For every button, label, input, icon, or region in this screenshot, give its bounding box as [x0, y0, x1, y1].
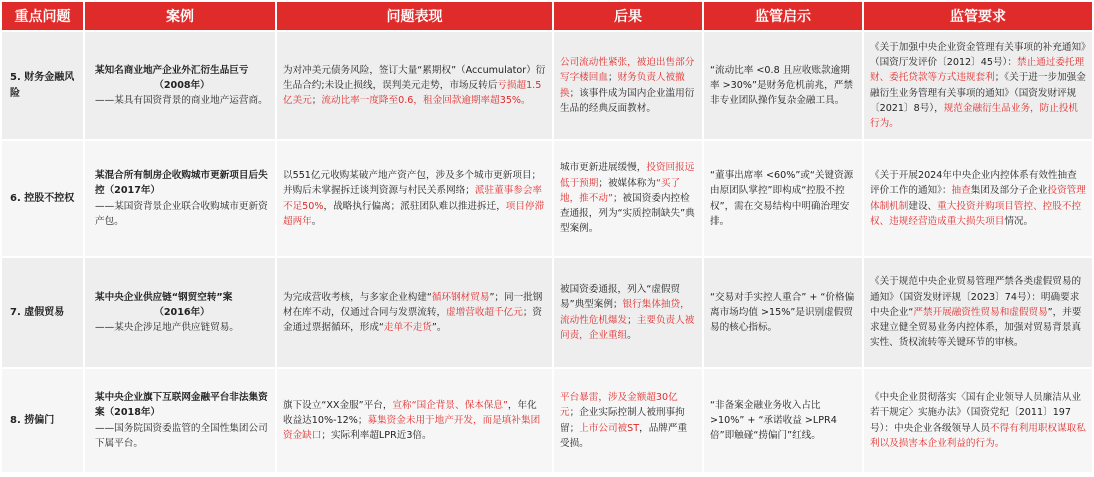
body-text: ，战略执行偏离；派驻团队难以推进拆迁，: [323, 200, 506, 212]
insight-cell: “非备案金融业务收入占比 >10%” + “承诺收益 >LPR4倍”即触碰“捞偏门”红线。: [704, 369, 862, 472]
body-text: 未设止损线，误判美元走势，市场反转后: [324, 79, 498, 91]
issue-cell: 5. 财务金融风险: [2, 32, 83, 139]
case-year: （2016年）: [154, 306, 210, 318]
highlight-text: 主要负责人被问责，企业重组: [560, 314, 695, 341]
highlight-text: 募集资金未用于地产开发，而是填补集团资金缺口: [283, 414, 541, 442]
body-text: ；企业实际控制人被刑事拘留；: [560, 407, 685, 434]
case-cell: [85, 141, 275, 256]
requirement-cell: [864, 258, 1092, 367]
highlight-text: 上市公司被ST: [579, 422, 640, 434]
highlight-text: 项目停滞超两年: [283, 200, 545, 227]
body-text: 《关于加强中央企业资金管理有关事项的补充通知》（国资厅发评价〔2012〕45号）：: [870, 41, 1086, 69]
requirement-cell: [864, 32, 1092, 139]
consequence-cell: [554, 141, 702, 256]
body-text: 为完成营收考核，与多家企业构建“: [283, 291, 432, 303]
case-title: 某知名商业地产企业外汇衍生品巨亏: [95, 64, 249, 76]
body-text: ；: [627, 314, 637, 326]
problem-cell: [277, 32, 552, 139]
body-text: ；《关于进一步加强金融衍生业务管理有关事项的通知》（国资发财评规〔2021〕8号），: [870, 72, 1086, 114]
body-text: ”；同一批钢材在库不动，仅通过合同与发票流转，: [283, 291, 543, 318]
highlight-text: 流动比率一度降至0.6，租金回款逾期率超35%。: [321, 95, 531, 107]
case-desc: ——国务院国资委监管的全国性集团公司下属平台。: [95, 422, 268, 449]
highlight-text: 宣称“国企背景、保本保息”: [392, 399, 508, 411]
highlight-text: 派驻董事参会率不足50%: [283, 185, 543, 212]
problem-cell: [277, 141, 552, 256]
highlight-text: 不得有利用职权谋取私利以及损害本企业利益的行为。: [870, 422, 1086, 449]
body-text: ；被媒体称为: [598, 177, 656, 189]
body-text: ，品牌严重受损。: [560, 422, 688, 449]
body-text: ”，并要求建立健全贸易业务内控体系，加强对贸易背景真实性、货权流转等关键环节的审核。: [870, 306, 1082, 349]
case-title: 某混合所有制房企收购城市更新项目后失控（2017年）: [95, 170, 268, 197]
insight-cell: “董事出席率 <60%”或“关键资源由原团队掌控”即构成“控股不控权”，需在交易结构中明确治理安排。: [704, 141, 862, 256]
case-cell: [85, 32, 275, 139]
body-text: 。: [627, 329, 637, 341]
highlight-text: 投资管理体制机制: [870, 185, 1086, 212]
header-requirement: 监管要求: [864, 2, 1092, 30]
header-issue: 重点问题: [2, 2, 83, 30]
body-text: 以551亿元收购某破产地产资产包，涉及多个城市更新项目；并购后未掌握拆迁谈判资源与村民关系网络；: [283, 170, 542, 197]
consequence-cell: [554, 258, 702, 367]
case-title: 某中央企业供应链“钢贸空转”案: [95, 291, 233, 303]
body-text: 《关于开展2024年中央企业内控体系有效性抽查评价工作的通知》：: [870, 170, 1077, 197]
body-text: 《关于规范中央企业贸易管理严禁各类虚假贸易的通知》（国资发财评规〔2023〕74号）：明确要求中央企业“: [870, 276, 1082, 318]
body-text: ；被国资委内控检查通报，列为“实质控制缺失”典型案例。: [560, 192, 695, 235]
highlight-text: 亏损超1.5亿美元: [283, 79, 542, 107]
case-title: 某中央企业旗下互联网金融平台非法集资案（2018年）: [95, 392, 268, 419]
case-cell: [85, 258, 275, 367]
highlight-text: 禁止通过委托理财、委托贷款等方式违规套利: [870, 57, 1085, 84]
header-insight: 监管启示: [704, 2, 862, 30]
highlight-text: 规范金融衍生品业务，防止投机行为。: [870, 102, 1079, 129]
body-text: ；: [311, 95, 322, 107]
body-text: ；资金通过票据循环，形成“: [283, 306, 543, 334]
issue-cell: 8. 捞偏门: [2, 369, 83, 472]
case-desc: ——某央企涉足地产供应链贸易。: [95, 322, 239, 334]
highlight-text: 财务负责人被撤换: [560, 72, 685, 99]
highlight-text: 虚增营收超千亿元: [446, 306, 523, 318]
body-text: 集团及部分子企业: [970, 185, 1048, 197]
issue-cell: 6. 控股不控权: [2, 141, 83, 256]
table-row: [2, 258, 1092, 367]
body-text: ；: [607, 72, 618, 84]
highlight-text: 走单不走货: [383, 322, 432, 334]
highlight-text: 平台暴雷，涉及金额超30亿元: [560, 392, 678, 419]
body-text: ，年化收益达10%-12%；: [283, 399, 537, 426]
body-text: ；实际利率超LPR近3倍。: [321, 430, 432, 442]
table-row: [2, 32, 1092, 139]
case-year: （2008年）: [154, 79, 210, 91]
case-desc: ——某国资背景企业联合收购城市更新资产包。: [95, 200, 268, 227]
issue-cell: 7. 虚假贸易: [2, 258, 83, 367]
table-row: [2, 369, 1092, 472]
highlight-text: 公司流动性紧张，被迫出售部分写字楼回血: [560, 57, 695, 84]
highlight-text: 抽查: [951, 185, 971, 197]
body-text: 建设、: [908, 200, 938, 212]
body-text: ；该事件成为国内企业滥用衍生品的经典反面教材。: [560, 87, 695, 114]
header-row: [2, 2, 1092, 30]
table-row: [2, 141, 1092, 256]
problem-cell: [277, 258, 552, 367]
consequence-cell: [554, 369, 702, 472]
body-text: 为对冲美元债务风险，签订大量“累期权”（Accumulator）衍生品合约;: [283, 64, 546, 91]
insight-cell: “流动比率 <0.8 且应收账款逾期率 >30%”是财务危机前兆，严禁非专业团队操作复杂金融工具。: [704, 32, 862, 139]
requirement-cell: [864, 141, 1092, 256]
case-desc: ——某具有国资背景的商业地产运营商。: [95, 95, 268, 107]
header-problem: 问题表现: [277, 2, 552, 30]
body-text: 《中央企业贯彻落实〈国有企业领导人员廉洁从业若干规定〉实施办法》（国资党纪〔2011〕197号）：中央企业各级领导人员: [870, 392, 1082, 434]
header-consequence: 后果: [554, 2, 702, 30]
highlight-text: 重大投资并购项目管控、控股不控权、违规经营造成重大损失项目: [870, 200, 1082, 227]
insight-cell: “交易对手实控人重合” + “价格偏离市场均值 >15%”是识别虚假贸易的核心指标。: [704, 258, 862, 367]
body-text: 旗下设立“XX金服”平台，: [283, 399, 393, 411]
highlight-text: 银行集体抽贷，流动性危机爆发: [560, 299, 690, 326]
header-case: 案例: [85, 2, 275, 30]
highlight-text: 投资回报远低于预期: [560, 162, 695, 189]
requirement-cell: [864, 369, 1092, 472]
consequence-cell: [554, 32, 702, 139]
case-cell: [85, 369, 275, 472]
body-text: 城市更新进展缓慢，: [560, 162, 647, 174]
highlight-text: 严禁开展融资性贸易和虚假贸易: [913, 306, 1048, 318]
highlight-text: 循环钢材贸易: [431, 291, 490, 303]
body-text: ”。: [431, 322, 447, 334]
body-text: 情况。: [1004, 215, 1034, 227]
problem-cell: [277, 369, 552, 472]
highlight-text: “买了地，推不动”: [560, 177, 681, 204]
body-text: 被国资委通报，列入“虚假贸易”典型案例；: [560, 284, 681, 311]
body-text: 。: [311, 215, 322, 227]
